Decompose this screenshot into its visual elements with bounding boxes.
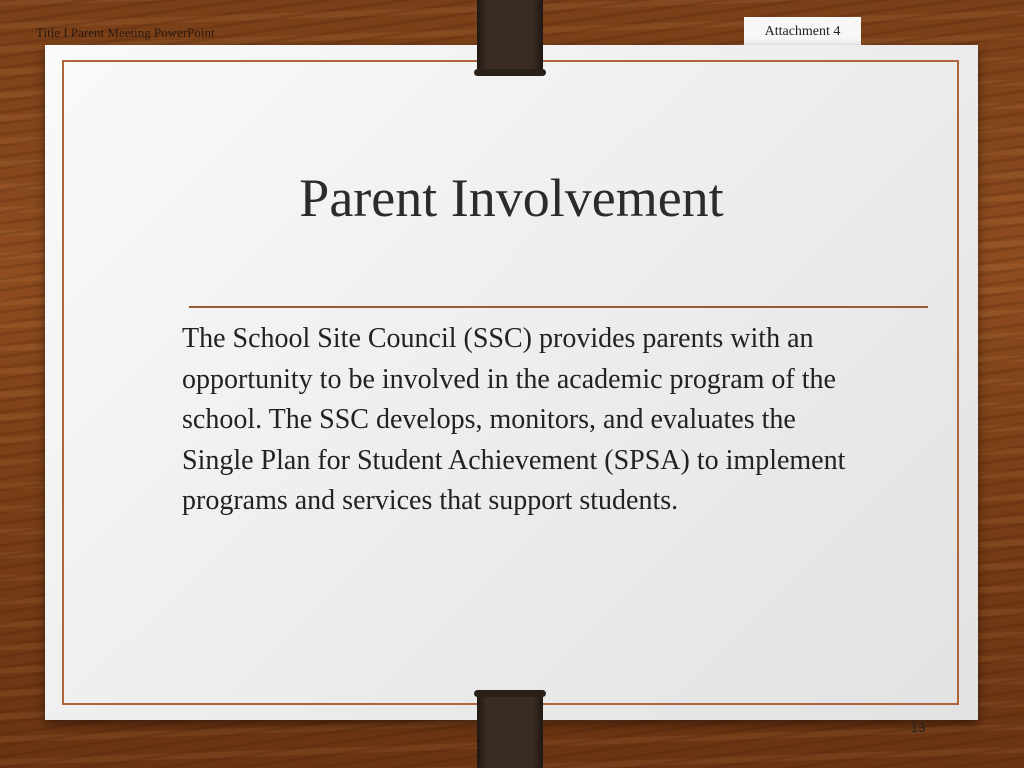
slide-title: Parent Involvement	[299, 168, 724, 228]
title-divider	[189, 306, 928, 308]
slide-body-text: The School Site Council (SSC) provides parents with an opportunity to be involved in the academic program of the school. The SSC develops, monitors, and evaluates the Single Plan for Student Achievement (SPSA) to implement programs and services that support students.	[182, 323, 846, 516]
bottom-binder-strap	[477, 692, 543, 768]
document-caption: Title I Parent Meeting PowerPoint	[36, 25, 215, 40]
top-binder-strap	[477, 0, 543, 74]
slide-card	[45, 45, 978, 735]
page-number: 13	[911, 720, 926, 735]
attachment-label: Attachment 4	[744, 17, 861, 47]
